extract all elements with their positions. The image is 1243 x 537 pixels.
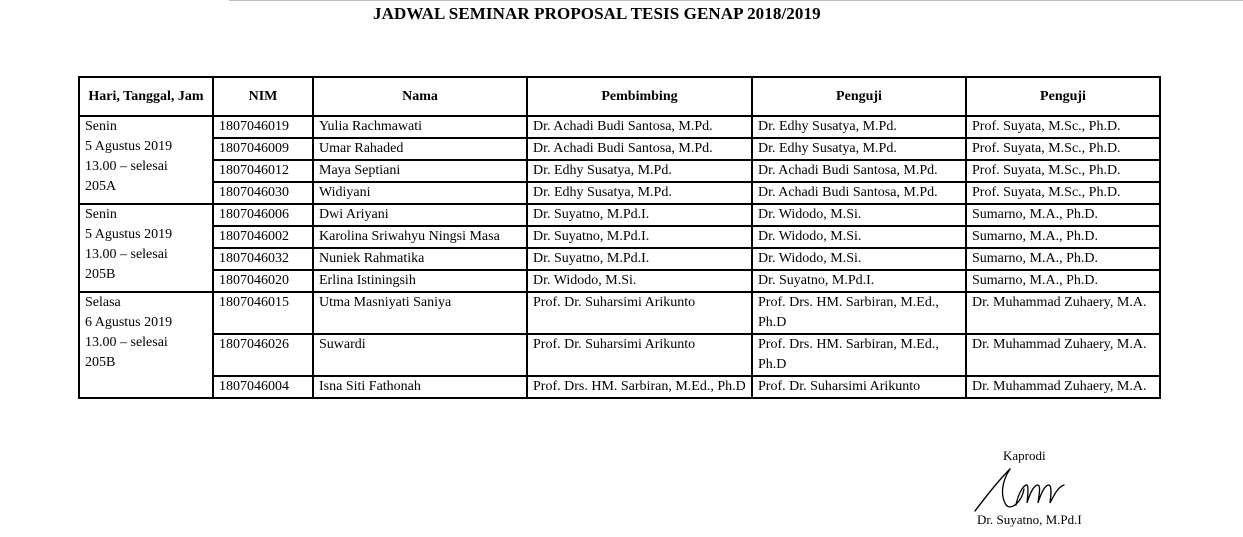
nama-cell: Suwardi [313, 334, 527, 376]
table-row [79, 292, 1160, 334]
nim-cell: 1807046015 [213, 292, 313, 334]
session-cell: Senin 5 Agustus 2019 13.00 – selesai 205B [79, 204, 213, 292]
nim-cell: 1807046002 [213, 226, 313, 248]
signature-label: Kaprodi [1003, 448, 1046, 463]
header-penguji-2: Penguji [966, 77, 1160, 116]
nim-cell: 1807046006 [213, 204, 313, 226]
table-row [79, 116, 1160, 138]
penguji-1-cell: Prof. Dr. Suharsimi Arikunto [752, 376, 966, 398]
penguji-1-cell: Dr. Achadi Budi Santosa, M.Pd. [752, 182, 966, 204]
nim-cell: 1807046019 [213, 116, 313, 138]
penguji-2-cell: Dr. Muhammad Zuhaery, M.A. [966, 376, 1160, 398]
pembimbing-cell: Dr. Achadi Budi Santosa, M.Pd. [527, 138, 752, 160]
penguji-2-cell: Sumarno, M.A., Ph.D. [966, 248, 1160, 270]
pembimbing-cell: Dr. Widodo, M.Si. [527, 270, 752, 292]
nim-cell: 1807046032 [213, 248, 313, 270]
table-row [79, 226, 1160, 248]
nama-cell: Umar Rahaded [313, 138, 527, 160]
pembimbing-cell: Dr. Suyatno, M.Pd.I. [527, 226, 752, 248]
table-row [79, 138, 1160, 160]
schedule-table [78, 76, 1161, 399]
pembimbing-cell: Dr. Suyatno, M.Pd.I. [527, 204, 752, 226]
nama-cell: Widiyani [313, 182, 527, 204]
penguji-2-cell: Sumarno, M.A., Ph.D. [966, 204, 1160, 226]
nama-cell: Dwi Ariyani [313, 204, 527, 226]
header-nama: Nama [313, 77, 527, 116]
penguji-1-cell: Dr. Suyatno, M.Pd.I. [752, 270, 966, 292]
header-row [79, 77, 1160, 116]
penguji-2-cell: Prof. Suyata, M.Sc., Ph.D. [966, 182, 1160, 204]
pembimbing-cell: Dr. Edhy Susatya, M.Pd. [527, 160, 752, 182]
nama-cell: Nuniek Rahmatika [313, 248, 527, 270]
header-nim: NIM [213, 77, 313, 116]
session-cell: Selasa 6 Agustus 2019 13.00 – selesai 205B [79, 292, 213, 398]
penguji-1-cell: Dr. Widodo, M.Si. [752, 226, 966, 248]
session-cell: Senin 5 Agustus 2019 13.00 – selesai 205A [79, 116, 213, 204]
signatory-name: Dr. Suyatno, M.Pd.I [977, 512, 1082, 527]
nim-cell: 1807046009 [213, 138, 313, 160]
header-pembimbing: Pembimbing [527, 77, 752, 116]
table-row [79, 376, 1160, 398]
pembimbing-cell: Dr. Edhy Susatya, M.Pd. [527, 182, 752, 204]
pembimbing-cell: Prof. Dr. Suharsimi Arikunto [527, 292, 752, 334]
nama-cell: Yulia Rachmawati [313, 116, 527, 138]
penguji-1-cell: Prof. Drs. HM. Sarbiran, M.Ed., Ph.D [752, 292, 966, 334]
penguji-1-cell: Prof. Drs. HM. Sarbiran, M.Ed., Ph.D [752, 334, 966, 376]
nim-cell: 1807046004 [213, 376, 313, 398]
nama-cell: Maya Septiani [313, 160, 527, 182]
pembimbing-cell: Prof. Dr. Suharsimi Arikunto [527, 334, 752, 376]
pembimbing-cell: Dr. Suyatno, M.Pd.I. [527, 248, 752, 270]
header-hari-tanggal-jam: Hari, Tanggal, Jam [79, 77, 213, 116]
top-divider [229, 0, 1243, 1]
penguji-2-cell: Prof. Suyata, M.Sc., Ph.D. [966, 116, 1160, 138]
table-row [79, 160, 1160, 182]
table-row [79, 334, 1160, 376]
nim-cell: 1807046026 [213, 334, 313, 376]
penguji-2-cell: Dr. Muhammad Zuhaery, M.A. [966, 292, 1160, 334]
page-title: JADWAL SEMINAR PROPOSAL TESIS GENAP 2018/2019 [373, 4, 821, 23]
penguji-2-cell: Sumarno, M.A., Ph.D. [966, 270, 1160, 292]
penguji-2-cell: Prof. Suyata, M.Sc., Ph.D. [966, 160, 1160, 182]
table-row [79, 182, 1160, 204]
table-row [79, 270, 1160, 292]
penguji-1-cell: Dr. Achadi Budi Santosa, M.Pd. [752, 160, 966, 182]
nim-cell: 1807046020 [213, 270, 313, 292]
nama-cell: Karolina Sriwahyu Ningsi Masa [313, 226, 527, 248]
pembimbing-cell: Prof. Drs. HM. Sarbiran, M.Ed., Ph.D [527, 376, 752, 398]
penguji-1-cell: Dr. Widodo, M.Si. [752, 204, 966, 226]
penguji-1-cell: Dr. Edhy Susatya, M.Pd. [752, 116, 966, 138]
pembimbing-cell: Dr. Achadi Budi Santosa, M.Pd. [527, 116, 752, 138]
nim-cell: 1807046030 [213, 182, 313, 204]
nama-cell: Erlina Istiningsih [313, 270, 527, 292]
penguji-2-cell: Sumarno, M.A., Ph.D. [966, 226, 1160, 248]
penguji-1-cell: Dr. Widodo, M.Si. [752, 248, 966, 270]
table-row [79, 248, 1160, 270]
penguji-1-cell: Dr. Edhy Susatya, M.Pd. [752, 138, 966, 160]
handwritten-signature [972, 461, 1072, 513]
nama-cell: Utma Masniyati Saniya [313, 292, 527, 334]
header-penguji-1: Penguji [752, 77, 966, 116]
table-row [79, 204, 1160, 226]
penguji-2-cell: Dr. Muhammad Zuhaery, M.A. [966, 334, 1160, 376]
nama-cell: Isna Siti Fathonah [313, 376, 527, 398]
nim-cell: 1807046012 [213, 160, 313, 182]
penguji-2-cell: Prof. Suyata, M.Sc., Ph.D. [966, 138, 1160, 160]
